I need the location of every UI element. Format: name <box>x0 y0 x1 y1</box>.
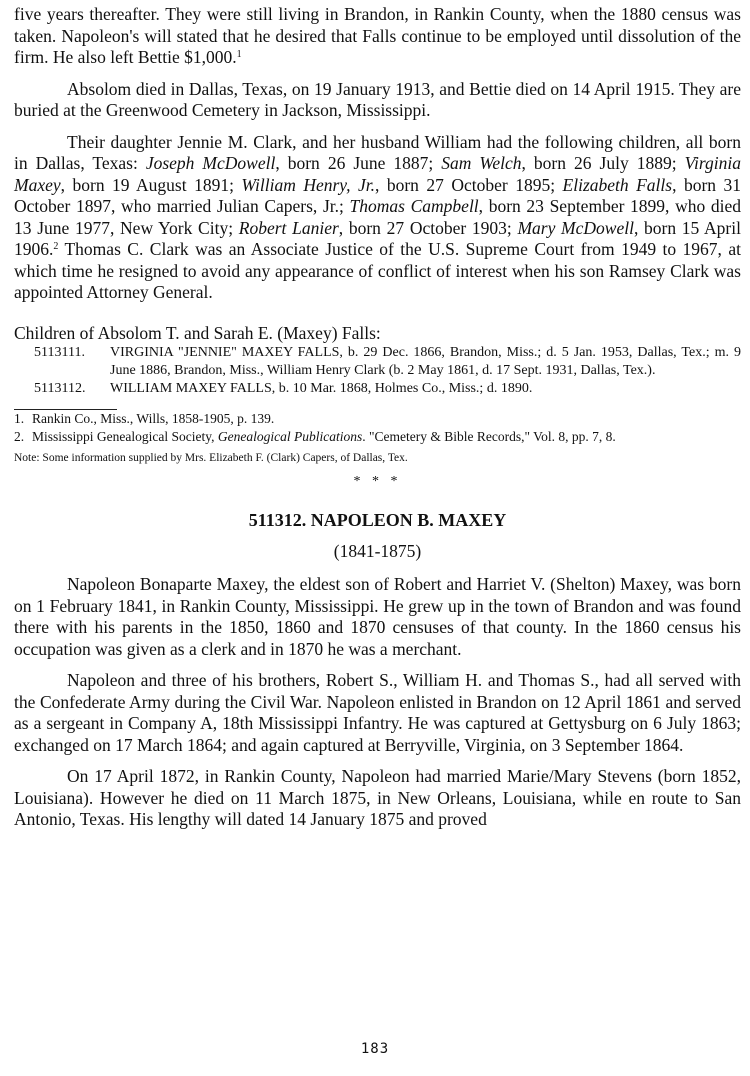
paragraph-will <box>14 4 741 69</box>
section-heading: 511312. NAPOLEON B. MAXEY <box>248 510 507 530</box>
text-run: , born 26 June 1887; <box>275 153 442 173</box>
child-name: Virginia Maxey <box>14 153 741 195</box>
paragraph-will-text: five years thereafter. They were still living in Brandon, in Rankin County, when the 1880 census was taken. Napoleon's will stated that he desired that Falls continue to be employed until dissolution of the firm. He also left Bettie $1,000. <box>14 4 741 67</box>
page-number: 183 <box>360 1041 390 1057</box>
text-run: , born 23 September 1899, who died 13 June 1977, New York City; <box>14 196 742 238</box>
child-name: Sam Welch <box>441 153 522 173</box>
child-entry <box>34 344 741 380</box>
footnote-number: 2. <box>14 429 25 444</box>
text-run: Thomas C. Clark was an Associate Justice of the U.S. Supreme Court from 1949 to 1967, at which time he resigned to avoid any appearance of conflict of interest when his son Ramsey Clark was appointed Attorney General. <box>14 239 741 302</box>
child-number: 5113111. <box>34 345 85 360</box>
paragraph-civil-war: Napoleon and three of his brothers, Robert S., William H. and Thomas S., had all served with the Confederate Army during the Civil War. Napoleon enlisted in Brandon on 12 April 1861 and served as a sergeant in Company A, 18th Mississippi Infantry. He was captured at Gettysburg on 6 July 1863; exchanged on 17 March 1864; and again captured at Berryville, Virginia, on 3 September 1864. <box>14 670 741 755</box>
footnote-1 <box>14 410 741 428</box>
text-run: , born 19 August 1891; <box>60 174 242 195</box>
section-separator: * * * <box>353 474 402 489</box>
text-run: , born 26 July 1889; <box>521 153 685 173</box>
text-run: , born 27 October 1903; <box>338 217 518 238</box>
child-name: Mary McDowell <box>517 217 634 238</box>
child-text: VIRGINIA "JENNIE" MAXEY FALLS, b. 29 Dec. 1866, Brandon, Miss.; d. 5 Jan. 1953, Dallas, Tex.; m. 9 June 1886, Brandon, Miss., William Henry Clark (b. 2 May 1861, d. 17 Sept. 1931, Dallas, Tex.). <box>110 345 741 378</box>
section-dates: (1841-1875) <box>333 541 422 561</box>
footnote-text <box>32 428 616 446</box>
child-number: 5113112. <box>34 381 86 396</box>
text-run: , born 31 October 1897, who married Julian Capers, Jr.; <box>14 174 741 216</box>
text-run: , born 27 October 1895; <box>374 174 563 195</box>
footnote-ref-1: 1 <box>236 49 242 60</box>
text-run: , born 15 April 1906. <box>14 217 741 259</box>
document-page <box>14 4 741 831</box>
text-run: Mississippi Genealogical Society, <box>32 429 218 444</box>
footnote-ref-2: 2 <box>53 241 59 252</box>
child-name: Joseph McDowell <box>145 153 276 173</box>
footnote-2 <box>14 428 741 446</box>
source-note: Note: Some information supplied by Mrs. Elizabeth F. (Clark) Capers, of Dallas, Tex. <box>14 452 408 464</box>
child-name: Thomas Campbell <box>349 196 479 216</box>
paragraph-marriage: On 17 April 1872, in Rankin County, Napoleon had married Marie/Mary Stevens (born 1852, Louisiana). However he died on 11 March 1875, in New Orleans, Louisiana, while en route to San Antonio, Texas. His lengthy will dated 14 January 1875 and proved <box>14 766 741 829</box>
footnote-number: 1. <box>14 411 25 426</box>
children-heading: Children of Absolom T. and Sarah E. (Maxey) Falls: <box>14 322 381 343</box>
child-entry <box>34 380 741 398</box>
text-run: Their daughter Jennie M. Clark, and her husband William had the following children, all born in Dallas, Texas: <box>14 131 741 173</box>
child-text: WILLIAM MAXEY FALLS, b. 10 Mar. 1868, Holmes Co., Miss.; d. 1890. <box>110 381 533 396</box>
paragraph-death: Absolom died in Dallas, Texas, on 19 January 1913, and Bettie died on 14 April 1915. They are buried at the Greenwood Cemetery in Jackson, Mississippi. <box>14 78 741 120</box>
child-name: Elizabeth Falls <box>562 174 673 195</box>
child-name: Robert Lanier <box>238 217 339 238</box>
publication-title: Genealogical Publications <box>217 429 363 444</box>
footnote-text: Rankin Co., Miss., Wills, 1858-1905, p. 139. <box>32 411 275 426</box>
text-run: . "Cemetery & Bible Records," Vol. 8, pp. 7, 8. <box>362 429 616 444</box>
paragraph-clark-children <box>14 132 741 304</box>
paragraph-birth: Napoleon Bonaparte Maxey, the eldest son of Robert and Harriet V. (Shelton) Maxey, was born on 1 February 1841, in Rankin County, Mississippi. He grew up in the town of Brandon and was found there with his parents in the 1850, 1860 and 1870 censuses of that county. In the 1860 census his occupation was given as a clerk and in 1870 he was a merchant. <box>14 574 741 659</box>
child-name: William Henry, Jr. <box>241 174 375 195</box>
